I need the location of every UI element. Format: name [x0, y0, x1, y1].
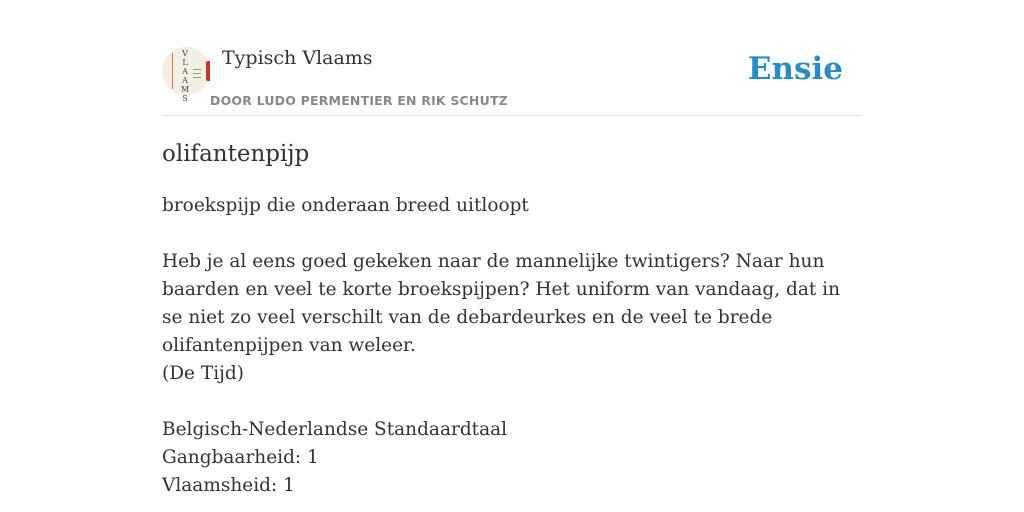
entry-gangbaarheid: Gangbaarheid: 1 — [162, 447, 319, 468]
entry-definition: broekspijp die onderaan breed uitloopt — [162, 195, 529, 216]
blog-title[interactable]: Typisch Vlaams — [222, 47, 373, 69]
entry-word: olifantenpijp — [162, 141, 310, 167]
byline: DOOR LUDO PERMENTIER EN RIK SCHUTZ — [210, 93, 508, 108]
header — [162, 0, 862, 116]
entry-language: Belgisch-Nederlandse Standaardtaal — [162, 419, 508, 440]
ensie-logo[interactable]: Ensie — [747, 51, 843, 87]
avatar-accent-line — [172, 53, 173, 89]
spacer — [162, 388, 862, 416]
avatar-lettering: V L A A M S — [180, 49, 190, 103]
entry-source: (De Tijd) — [162, 363, 244, 384]
blog-avatar[interactable] — [162, 47, 210, 103]
entry-example: Heb je al eens goed gekeken naar de mannelijke twintigers? Naar hun baarden en veel te korte broekspijpen? Het uniform van vandaag, dat in se niet zo veel verschilt van de debardeurkes en de veel te brede olifantenpijpen van weleer. — [162, 251, 841, 356]
avatar-tick — [193, 77, 201, 78]
entry-vlaamsheid: Vlaamsheid: 1 — [162, 475, 295, 496]
avatar-tick — [193, 73, 201, 74]
entry-card — [162, 0, 862, 512]
avatar-tick — [193, 69, 201, 70]
entry-body — [162, 192, 862, 500]
avatar-red-mark — [206, 61, 210, 81]
spacer — [162, 220, 862, 248]
